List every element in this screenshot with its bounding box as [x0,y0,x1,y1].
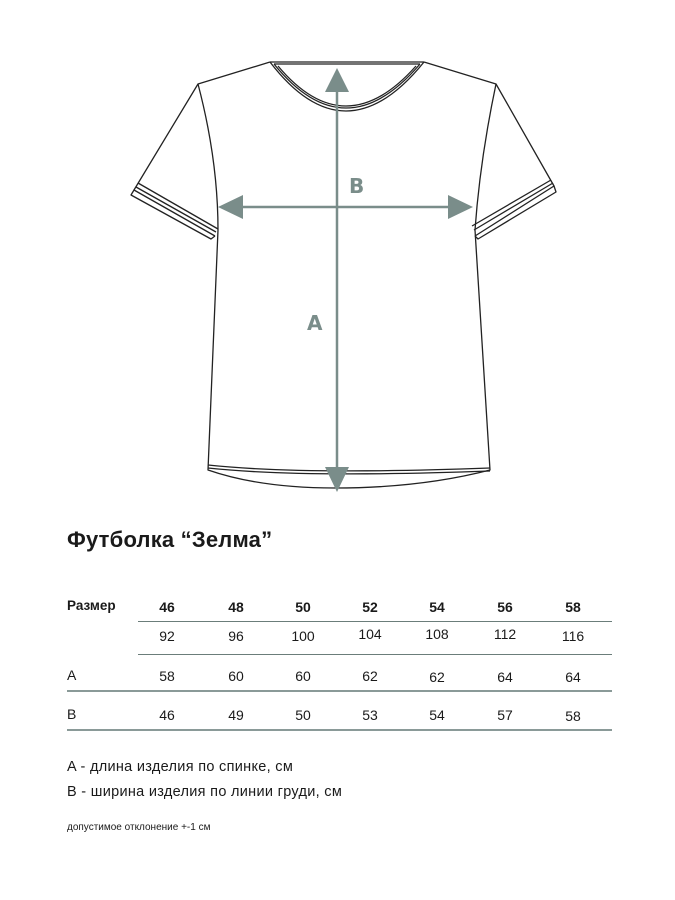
chest-cell: 96 [228,628,244,644]
size-54: 54 [429,599,445,615]
chest-cell: 104 [358,626,382,642]
width-cell: 54 [429,707,445,723]
width-cell: 53 [362,707,378,723]
divider [138,654,612,655]
size-58: 58 [565,599,581,615]
width-cell: 58 [565,708,581,724]
length-cell: 60 [295,668,311,684]
width-cell: 50 [295,707,311,723]
chest-cell: 100 [291,628,315,644]
chest-cell: 92 [159,628,175,644]
row-label-a: A [67,667,77,683]
length-cell: 58 [159,668,175,684]
size-56: 56 [497,599,513,615]
length-cell: 64 [497,669,513,685]
length-cell: 62 [362,668,378,684]
size-48: 48 [228,599,244,615]
size-50: 50 [295,599,311,615]
row-label-b: B [67,706,77,722]
divider [67,690,612,692]
chest-cell: 116 [561,628,585,644]
size-46: 46 [159,599,175,615]
width-cell: 57 [497,707,513,723]
legend-a: A - длина изделия по спинке, см [67,759,294,775]
product-title: Футболка “Зелма” [67,527,273,552]
chest-cell: 108 [425,626,449,642]
label-b: B [349,174,365,198]
length-cell: 64 [565,669,581,685]
length-cell: 62 [429,669,445,685]
divider [138,621,612,622]
chest-cell: 112 [493,626,517,642]
size-header-label: Размер [67,598,116,613]
legend-b: B - ширина изделия по линии груди, см [67,784,343,800]
tolerance-note: допустимое отклонение +-1 см [67,822,211,833]
label-a: A [307,311,323,335]
width-cell: 46 [159,707,175,723]
length-cell: 60 [228,668,244,684]
size-52: 52 [362,599,378,615]
divider [67,729,612,731]
width-cell: 49 [228,707,244,723]
